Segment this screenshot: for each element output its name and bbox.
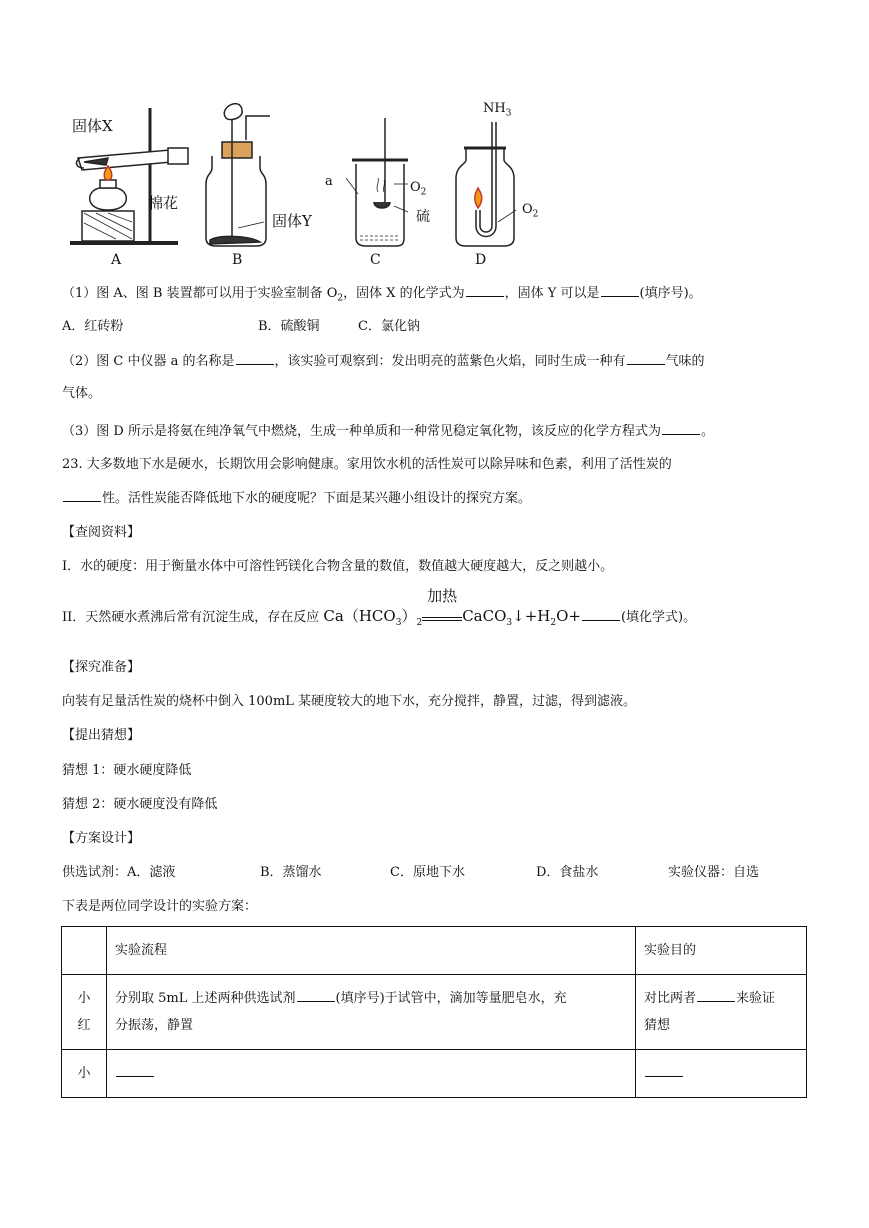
bottle-b <box>206 156 266 246</box>
separatory-funnel <box>224 104 242 120</box>
answer-blank[interactable] <box>582 606 620 621</box>
answer-blank[interactable] <box>627 350 665 365</box>
option-b: B．硫酸铜 <box>258 319 320 334</box>
info-1: I．水的硬度：用于衡量水体中可溶性钙镁化合物含量的数值，数值越大硬度越大，反之则越小。 <box>62 559 614 574</box>
apparatus-diagram <box>60 98 540 273</box>
answer-blank[interactable] <box>601 282 639 297</box>
header-process: 实验流程 <box>107 927 636 975</box>
answer-blank[interactable] <box>466 282 504 297</box>
apparatus-figure <box>60 98 540 273</box>
reagents-line: 供选试剂：A．滤液 B．蒸馏水 C．原地下水 D．食盐水 实验仪器：自选 <box>62 865 760 880</box>
answer-blank[interactable] <box>697 987 735 1002</box>
label-C: C <box>370 252 381 268</box>
label-solid-y: 固体Y <box>272 212 312 230</box>
section-design: 【方案设计】 <box>62 831 141 846</box>
q3-line: （3）图 D 所示是将氨在纯净氧气中燃烧，生成一种单质和一种常见稳定氧化物，该反应的化学方程式为 。 <box>62 420 714 443</box>
clamp <box>168 148 188 164</box>
row1-name: 小 红 <box>62 975 107 1050</box>
spoon <box>374 202 390 208</box>
option-a: A．红砖粉 <box>62 319 124 334</box>
answer-blank[interactable] <box>662 420 700 435</box>
answer-blank[interactable] <box>116 1062 154 1077</box>
reaction-arrow: 加热 <box>422 607 462 621</box>
row2-process <box>107 1050 636 1098</box>
q1-options <box>62 316 420 338</box>
section-hyp: 【提出猜想】 <box>62 728 141 743</box>
label-B: B <box>232 252 243 268</box>
label-o2-d: $O_2$ <box>522 202 539 220</box>
q2-line: （2）图 C 中仪器 a 的名称是 ，该实验可观察到：发出明亮的蓝紫色火焰，同时生成一种有 气味的 <box>62 350 705 373</box>
alcohol-lamp <box>90 188 127 210</box>
apparatus-b <box>206 104 270 246</box>
q23-line: 23. 大多数地下水是硬水，长期饮用会影响健康。家用饮水机的活性炭可以除异味和色素，利用了活性炭的 <box>62 457 672 472</box>
apparatus-d <box>456 122 516 246</box>
label-nh3: $NH_3$ <box>483 101 512 119</box>
label-solid-x: 固体X <box>72 117 113 135</box>
section-prep: 【探究准备】 <box>62 660 141 675</box>
apparatus-c <box>346 118 408 246</box>
experiment-table <box>61 926 807 1098</box>
label-a: a <box>325 174 333 189</box>
table-header-row <box>62 927 807 975</box>
answer-blank[interactable] <box>297 987 335 1002</box>
table-intro: 下表是两位同学设计的实验方案： <box>62 899 258 914</box>
info-2: II．天然硬水煮沸后常有沉淀生成，存在反应 $Ca(HCO_3)_2$ 加热 $CaCO_3↓+H_2O+$ (填化学式)。 <box>62 587 697 628</box>
answer-blank[interactable] <box>236 350 274 365</box>
table-row <box>62 1050 807 1098</box>
label-D: D <box>475 252 487 268</box>
label-A: A <box>111 252 122 268</box>
row2-name: 小 <box>62 1050 107 1098</box>
section-lookup: 【查阅资料】 <box>62 525 141 540</box>
header-name-cell <box>62 927 107 975</box>
stopper-b <box>222 142 252 158</box>
hyp-2: 猜想 2：硬水硬度没有降低 <box>62 797 218 812</box>
answer-blank[interactable] <box>63 487 101 502</box>
row1-purpose: 对比两者 来验证 猜想 <box>636 975 807 1050</box>
table-row <box>62 975 807 1050</box>
prep-text: 向装有足量活性炭的烧杯中倒入 100mL 某硬度较大的地下水，充分搅拌，静置，过滤，得到滤液。 <box>62 694 637 709</box>
label-sulfur: 硫 <box>416 209 430 225</box>
q2-line-2: 气体。 <box>62 386 102 401</box>
header-purpose: 实验目的 <box>636 927 807 975</box>
hyp-1: 猜想 1：硬水硬度降低 <box>62 763 192 778</box>
q1-line: （1）图 A、图 B 装置都可以用于实验室制备 $O_2$，固体 X 的化学式为 ，固体 Y 可以是 (填序号)。 <box>62 282 702 310</box>
q23-line-2: 性。活性炭能否降低地下水的硬度呢？下面是某兴趣小组设计的探究方案。 <box>62 487 531 510</box>
row2-purpose <box>636 1050 807 1098</box>
row1-process: 分别取 5mL 上述两种供选试剂 (填序号)于试管中，滴加等量肥皂水，充 分振荡，静置 <box>107 975 636 1050</box>
answer-blank[interactable] <box>645 1062 683 1077</box>
option-c: C．氯化钠 <box>358 319 420 334</box>
label-o2-c: $O_2$ <box>410 180 427 198</box>
label-cotton: 棉花 <box>148 194 179 212</box>
